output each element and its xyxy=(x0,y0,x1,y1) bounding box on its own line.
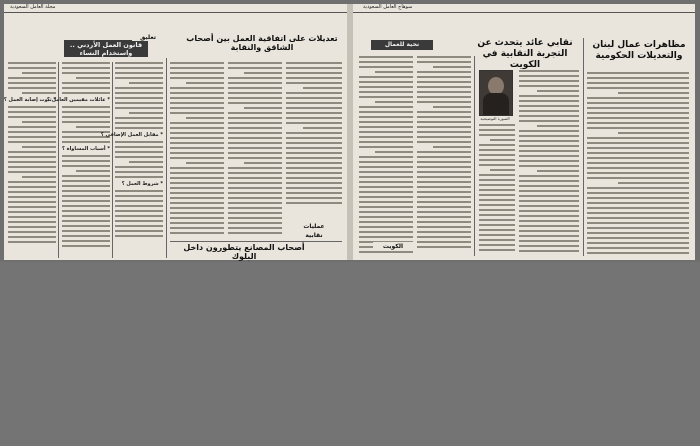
scan-bottom-area xyxy=(0,262,700,446)
subhead: * أسباب المساواة ؟ xyxy=(62,146,110,152)
section-box: نحية للعمال xyxy=(371,40,433,50)
bottom-left-box: الكويت xyxy=(373,242,413,251)
portrait-photo xyxy=(479,70,513,116)
right-headline: مظاهرات عمال لبنان والتعديلات الحكومية xyxy=(592,40,686,61)
right-column-5 xyxy=(587,72,689,256)
subhead: * شروط العمل ؟ xyxy=(121,181,163,187)
left-column-4 xyxy=(170,62,224,238)
right-column-2 xyxy=(417,56,471,256)
left-column-2 xyxy=(47,62,110,258)
right-column-3 xyxy=(479,124,515,256)
left-page-header xyxy=(4,4,347,13)
right-column-4 xyxy=(519,70,579,256)
bottom-headline: أصحاب المصانع يتطورون داخل البلوك xyxy=(183,243,305,261)
side-headline: قانون العمل الأردني .. واستخدام النساء xyxy=(64,40,148,57)
bottom-box: عمليات نقابية xyxy=(294,222,334,231)
left-column-1 xyxy=(3,62,56,258)
left-newspaper-page xyxy=(4,4,347,260)
right-column-1 xyxy=(359,56,413,256)
photo-caption: الصورة التوضيحية xyxy=(480,116,510,121)
left-column-3 xyxy=(100,62,163,258)
subhead: * عائلات مقيمين العامل ؟ xyxy=(47,97,110,103)
center-headline: نقابي عائد يتحدث عن التجربة النقابية في الكويت xyxy=(477,38,573,70)
right-page-header-text: سوهاج العامل السعودية xyxy=(363,4,413,10)
subhead: * ثبوت إصابة العمل ؟ xyxy=(3,97,56,103)
right-page-header xyxy=(353,4,695,13)
subhead: * مقابل العمل الإضافي ؟ xyxy=(100,132,163,138)
left-column-5 xyxy=(228,62,282,238)
right-newspaper-page xyxy=(353,4,695,260)
left-column-6 xyxy=(286,62,342,238)
section-label: تعليق xyxy=(132,33,164,41)
main-headline: تعديلات على اتفاقية العمل بين أصحاب الشاقق والنقابة xyxy=(186,34,338,52)
left-page-header-text: مجلة العامل السعودية xyxy=(10,4,56,10)
